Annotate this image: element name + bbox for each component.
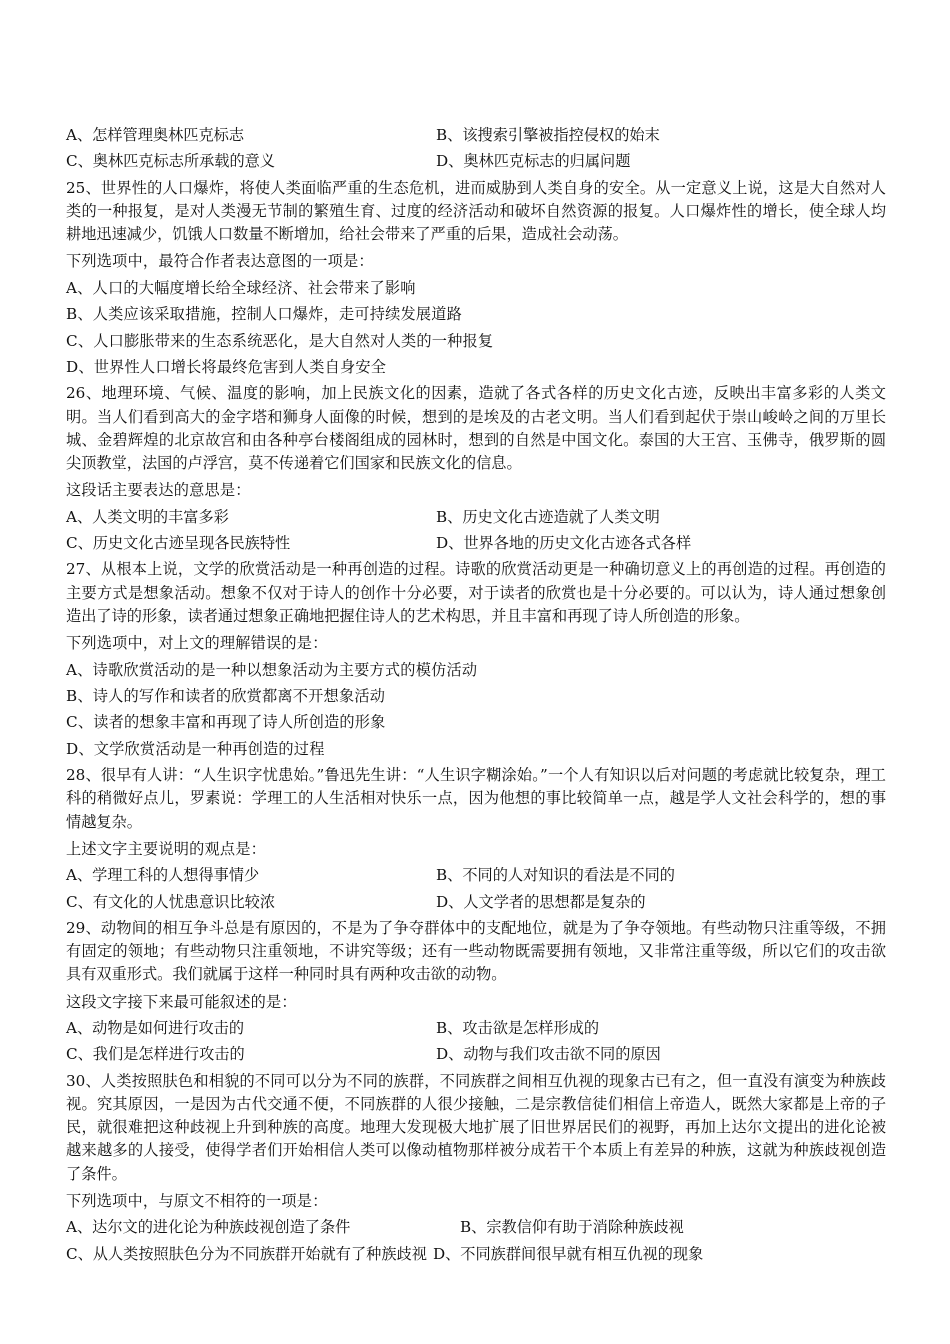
q28-options-row-1 (66, 862, 886, 888)
q27-option-a: A、诗歌欣赏活动的是一种以想象活动为主要方式的模仿活动 (66, 660, 478, 679)
q24-option-c: C、奥林匹克标志所承载的意义 (66, 152, 276, 171)
q26-passage: 26、地理环境、气候、温度的影响，加上民族文化的因素，造就了各式各样的历史文化古迹，反映出丰富多彩的人类文明。当人们看到高大的金字塔和狮身人面像的时候，想到的是埃及的古老文明。当人们看到起伏于崇山峻岭之间的万里长城、金碧辉煌的北京故宫和由各种亭台楼阁组成的园林时，想到的自然是中国文化。泰国的大王宫、玉佛寺，俄罗斯的圆尖顶教堂，法国的卢浮宫，莫不传递着它们国家和民族文化的信息。 (66, 384, 886, 473)
q29-options-row-2 (66, 1041, 886, 1067)
q30-option-b: B、宗教信仰有助于消除种族歧视 (460, 1218, 684, 1237)
q27-option-c: C、读者的想象丰富和再现了诗人所创造的形象 (66, 713, 386, 732)
q30-options-row-1 (66, 1214, 886, 1240)
q25-option-d: D、世界性人口增长将最终危害到人类自身安全 (66, 358, 387, 377)
q26-question: 这段话主要表达的意思是： (66, 481, 251, 500)
q29-question: 这段文字接下来最可能叙述的是： (66, 992, 297, 1011)
q29-options-row-1 (66, 1015, 886, 1041)
q27-option-d: D、文学欣赏活动是一种再创造的过程 (66, 739, 325, 758)
q26-option-d: D、世界各地的历史文化古迹各式各样 (436, 534, 692, 553)
q28-question: 上述文字主要说明的观点是： (66, 839, 267, 858)
q27-passage: 27、从根本上说，文学的欣赏活动是一种再创造的过程。诗歌的欣赏活动更是一种确切意义上的再创造的过程。再创造的主要方式是想象活动。想象不仅对于诗人的创作十分必要，对于读者的欣赏也是十分必要的。可以认为，诗人通过想象创造出了诗的形象，读者通过想象正确地把握住诗人的艺术构思，并且丰富和再现了诗人所创造的形象。 (66, 560, 886, 625)
q26-option-a: A、人类文明的丰富多彩 (66, 507, 229, 526)
q24-option-a: A、怎样管理奥林匹克标志 (66, 126, 245, 144)
q25-option-c: C、人口膨胀带来的生态系统恶化，是大自然对人类的一种报复 (66, 331, 494, 350)
q30-option-a: A、达尔文的进化论为种族歧视创造了条件 (66, 1218, 351, 1237)
q28-option-d: D、人文学者的思想都是复杂的 (436, 892, 646, 911)
q28-option-c: C、有文化的人忧患意识比较浓 (66, 892, 276, 911)
q26-options-row-2 (66, 530, 886, 556)
q29-option-b: B、攻击欲是怎样形成的 (436, 1018, 600, 1037)
exam-page (66, 122, 886, 1267)
q29-option-a: A、动物是如何进行攻击的 (66, 1018, 245, 1037)
q25-option-b: B、人类应该采取措施，控制人口爆炸，走可持续发展道路 (66, 305, 463, 324)
q30-passage: 30、人类按照肤色和相貌的不同可以分为不同的族群，不同族群之间相互仇视的现象古已有之，但一直没有演变为种族歧视。究其原因，一是因为古代交通不便，不同族群的人很少接触，二是宗教信徒们相信上帝造人，既然大家都是上帝的子民，就很难把这种歧视上升到种族的高度。地理大发现极大地扩展了旧世界居民们的视野，再加上达尔文提出的进化论被越来越多的人接受，使得学者们开始相信人类可以像动植物那样被分成若干个本质上有差异的种族，这就为种族歧视创造了条件。 (66, 1071, 886, 1183)
q30-option-d: D、不同族群间很早就有相互仇视的现象 (432, 1244, 704, 1263)
q25-option-a: A、人口的大幅度增长给全球经济、社会带来了影响 (66, 278, 416, 297)
q25-passage: 25、世界性的人口爆炸，将使人类面临严重的生态危机，进而威胁到人类自身的安全。从一定意义上说，这是大自然对人类的一种报复，是对人类漫无节制的繁殖生育、过度的经济活动和破坏自然资源的报复。人口爆炸性的增长，使全球人均耕地迅速减少，饥饿人口数量不断增加，给社会带来了严重的后果，造成社会动荡。 (66, 178, 886, 244)
q28-options-row-2 (66, 889, 886, 915)
q26-option-b: B、历史文化古迹造就了人类文明 (436, 507, 660, 526)
q25-question: 下列选项中，最符合作者表达意图的一项是： (66, 252, 374, 271)
q28-passage: 28、很早有人讲：“人生识字忧患始。”鲁迅先生讲：“人生识字糊涂始。”一个人有知识以后对问题的考虑就比较复杂，理工科的稍微好点儿，罗素说：学理工的人生活相对快乐一点，因为他想的事比较简单一点，越是学人文社会科学的，想的事情越复杂。 (66, 766, 886, 831)
q24-options-row-1 (66, 122, 886, 148)
q26-options-row-1 (66, 504, 886, 530)
q24-options-row-2 (66, 148, 886, 174)
q28-option-a: A、学理工科的人想得事情少 (66, 866, 260, 885)
q24-option-b: B、该搜索引擎被指控侵权的始末 (436, 126, 660, 144)
q30-options-row-2 (66, 1241, 886, 1267)
q29-option-d: D、动物与我们攻击欲不同的原因 (436, 1045, 661, 1064)
q29-option-c: C、我们是怎样进行攻击的 (66, 1045, 245, 1064)
q27-question: 下列选项中，对上文的理解错误的是： (66, 634, 328, 653)
q24-option-d: D、奥林匹克标志的归属问题 (436, 152, 631, 171)
q26-option-c: C、历史文化古迹呈现各民族特性 (66, 534, 291, 553)
q30-option-c: C、从人类按照肤色分为不同族群开始就有了种族歧视 (66, 1244, 427, 1263)
q29-passage: 29、动物间的相互争斗总是有原因的，不是为了争夺群体中的支配地位，就是为了争夺领地。有些动物只注重等级，不拥有固定的领地；有些动物只注重领地，不讲究等级；还有一些动物既需要拥有领地，又非常注重等级，所以它们的攻击欲具有双重形式。我们就属于这样一种同时具有两种攻击欲的动物。 (66, 918, 886, 984)
q30-question: 下列选项中，与原文不相符的一项是： (66, 1191, 328, 1210)
q28-option-b: B、不同的人对知识的看法是不同的 (436, 866, 675, 885)
q27-option-b: B、诗人的写作和读者的欣赏都离不开想象活动 (66, 686, 386, 705)
